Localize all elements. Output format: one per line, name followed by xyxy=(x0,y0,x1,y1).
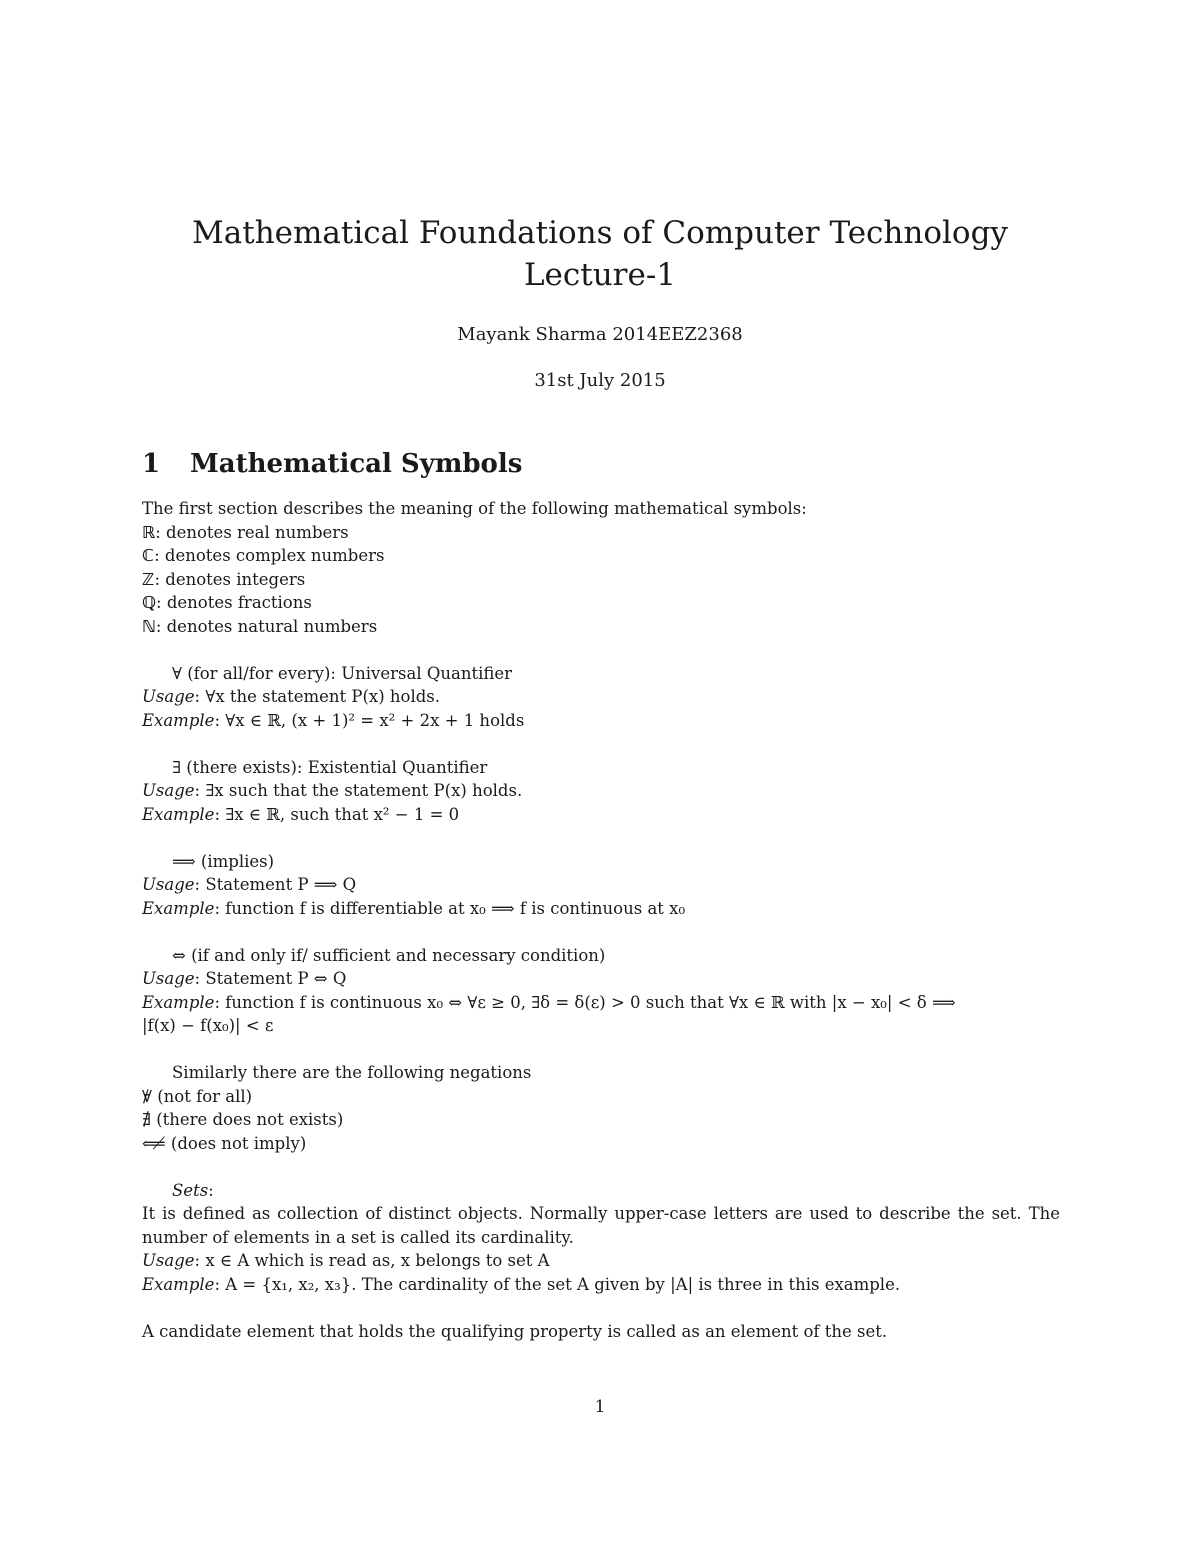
negation-item: ∄ (there does not exists) xyxy=(142,1110,344,1129)
fractions-symbol: ℚ xyxy=(142,593,157,612)
sets-element-note: A candidate element that holds the qualifying property is called as an element of the set. xyxy=(142,1321,888,1341)
not-implies-symbol: ⟸̸ xyxy=(142,1133,166,1153)
lecture-subtitle: Lecture-1 xyxy=(523,257,677,293)
sets-definition: It is defined as collection of distinct objects. Normally upper-case letters are used to describe the set. The number of elements in a set is called its cardinality. xyxy=(142,1204,1060,1247)
iff-usage: Usage: Statement P ⇔ Q xyxy=(142,969,347,988)
negation-item: ⟸̸ (does not imply) xyxy=(142,1133,307,1153)
section-heading xyxy=(142,446,522,482)
negation-item: ∀ / (not for all) xyxy=(142,1085,1060,1109)
document-title: Mathematical Foundations of Computer Technology xyxy=(192,215,1008,251)
forall-heading: ∀ (for all/for every): Universal Quantifier xyxy=(172,663,513,683)
not-exists-symbol: ∄ xyxy=(142,1110,151,1129)
forall-example: Example: ∀x ∈ ℝ, (x + 1)² = x² + 2x + 1 holds xyxy=(142,710,525,730)
symbols-intro: The first section describes the meaning of the following mathematical symbols: xyxy=(142,499,807,518)
implies-heading: ⟹ (implies) xyxy=(172,851,275,871)
symbol-item: ℚ: denotes fractions xyxy=(142,593,312,612)
exists-example: Example: ∃x ∈ ℝ, such that x² − 1 = 0 xyxy=(142,804,460,824)
iff-example-continued: |f(x) − f(x₀)| < ε xyxy=(142,1016,274,1035)
complex-numbers-symbol: ℂ xyxy=(142,546,155,565)
implies-usage: Usage: Statement P ⟹ Q xyxy=(142,875,357,894)
integers-symbol: ℤ xyxy=(142,569,155,589)
symbol-item: ℤ: denotes integers xyxy=(142,569,306,589)
not-forall-symbol: ∀ / xyxy=(142,1085,152,1109)
symbol-item: ℕ: denotes natural numbers xyxy=(142,616,378,636)
natural-numbers-symbol: ℕ xyxy=(142,616,156,636)
date-line: 31st July 2015 xyxy=(534,370,666,391)
exists-heading: ∃ (there exists): Existential Quantifier xyxy=(172,757,488,777)
real-numbers-symbol: ℝ xyxy=(142,522,156,542)
symbol-item: ℝ: denotes real numbers xyxy=(142,522,349,542)
exists-usage: Usage: ∃x such that the statement P(x) holds. xyxy=(142,781,523,800)
negations-intro: Similarly there are the following negations xyxy=(172,1063,532,1082)
sets-heading: Sets: xyxy=(172,1180,214,1200)
sets-usage: Usage: x ∈ A which is read as, x belongs to set A xyxy=(142,1251,550,1270)
iff-heading: ⇔ (if and only if/ sufficient and necessary condition) xyxy=(172,945,606,965)
section-title: Mathematical Symbols xyxy=(190,449,523,479)
sets-example: Example: A = {x₁, x₂, x₃}. The cardinality of the set A given by |A| is three in this example. xyxy=(142,1274,901,1294)
iff-example: Example: function f is continuous x₀ ⇔ ∀ε ≥ 0, ∃δ = δ(ε) > 0 such that ∀x ∈ ℝ with |x − x₀| < δ ⟹ xyxy=(142,992,956,1012)
section-body xyxy=(142,497,1060,1343)
author-line: Mayank Sharma 2014EEZ2368 xyxy=(457,324,743,345)
page-number: 1 xyxy=(594,1397,606,1417)
section-number: 1 xyxy=(142,449,161,479)
symbol-item: ℂ: denotes complex numbers xyxy=(142,546,385,565)
forall-usage: Usage: ∀x the statement P(x) holds. xyxy=(142,687,441,706)
implies-example: Example: function f is differentiable at x₀ ⟹ f is continuous at x₀ xyxy=(142,898,686,918)
